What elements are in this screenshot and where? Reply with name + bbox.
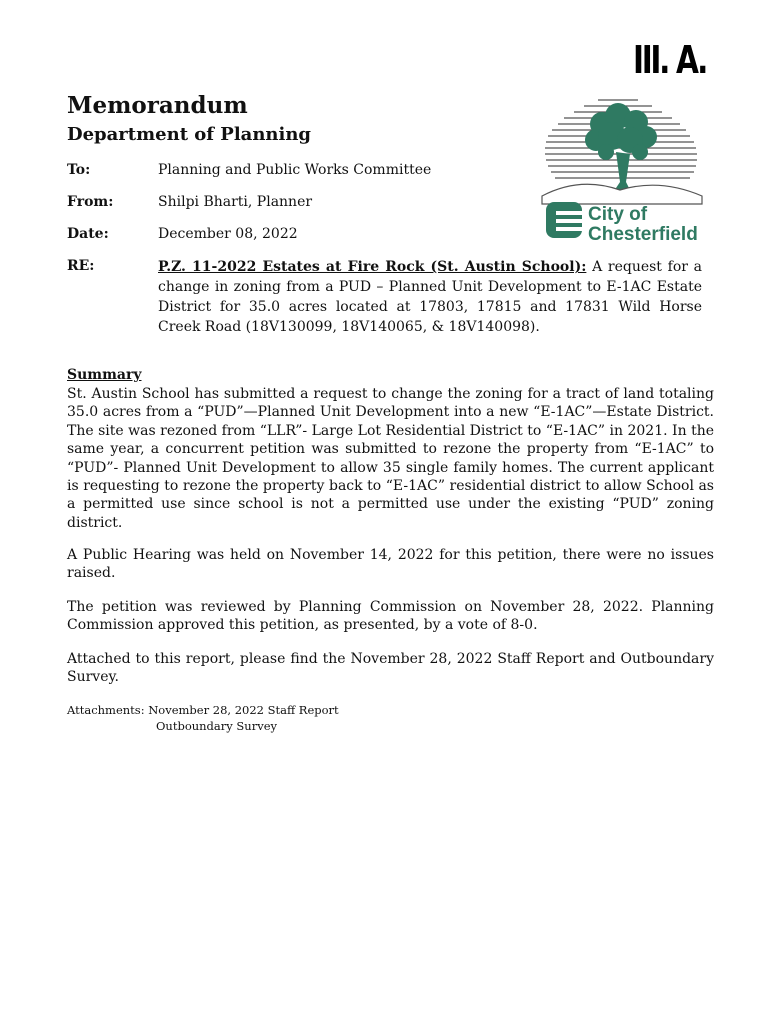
to-label: To: — [67, 162, 91, 178]
memo-title: Memorandum — [67, 92, 248, 119]
attachments — [67, 702, 339, 734]
to-value: Planning and Public Works Committee — [158, 162, 432, 178]
attachment-item: November 28, 2022 Staff Report — [148, 703, 339, 717]
re-text: A request for a change in zoning from a PUD – Planned Unit Development to E-1AC Estate District for 35.0 acres located at 17803, 17815 and 17831 Wild Horse Creek Road (18V130099, 18V140065, & 18V140098). — [158, 259, 702, 335]
section-tag: III. A. — [633, 38, 707, 82]
date-label: Date: — [67, 226, 109, 242]
summary-paragraph-3: The petition was reviewed by Planning Commission on November 28, 2022. Planning Commission approved this petition, as presented, by a vote of 8-0. — [67, 599, 714, 634]
from-value: Shilpi Bharti, Planner — [158, 194, 313, 210]
logo-text-line1: City of — [588, 204, 648, 225]
summary-heading: Summary — [67, 367, 142, 383]
department-subtitle: Department of Planning — [67, 124, 312, 145]
re-label: RE: — [67, 258, 95, 274]
re-subject — [158, 257, 702, 337]
from-label: From: — [67, 194, 114, 210]
summary-paragraph-2: A Public Hearing was held on November 14, 2022 for this petition, there were no issues raised. — [67, 547, 714, 582]
city-logo — [540, 92, 705, 247]
summary-paragraph-4: Attached to this report, please find the November 28, 2022 Staff Report and Outboundary Survey. — [67, 651, 714, 686]
re-title: P.Z. 11-2022 Estates at Fire Rock (St. Austin School): — [158, 259, 587, 275]
attachment-item: Outboundary Survey — [156, 719, 278, 733]
attachments-label: Attachments: — [67, 703, 145, 717]
date-value: December 08, 2022 — [158, 226, 298, 242]
logo-text-line2: Chesterfield — [588, 224, 698, 245]
summary-paragraph-1: St. Austin School has submitted a request to change the zoning for a tract of land totaling 35.0 acres from a “PUD”—Planned Unit Development into a new “E-1AC”—Estate District. The site was rezoned from “LLR”- Large Lot Residential District to “E-1AC” in 2021. In the same year, a concurrent petition was submitted to rezone the property from “E-1AC” to “PUD”- Planned Unit Development to allow 35 single family homes. The current applicant is requesting to rezone the property back to “E-1AC” residential district to allow School as a permitted use since school is not a permitted use under the existing “PUD” zoning district. — [67, 386, 714, 531]
